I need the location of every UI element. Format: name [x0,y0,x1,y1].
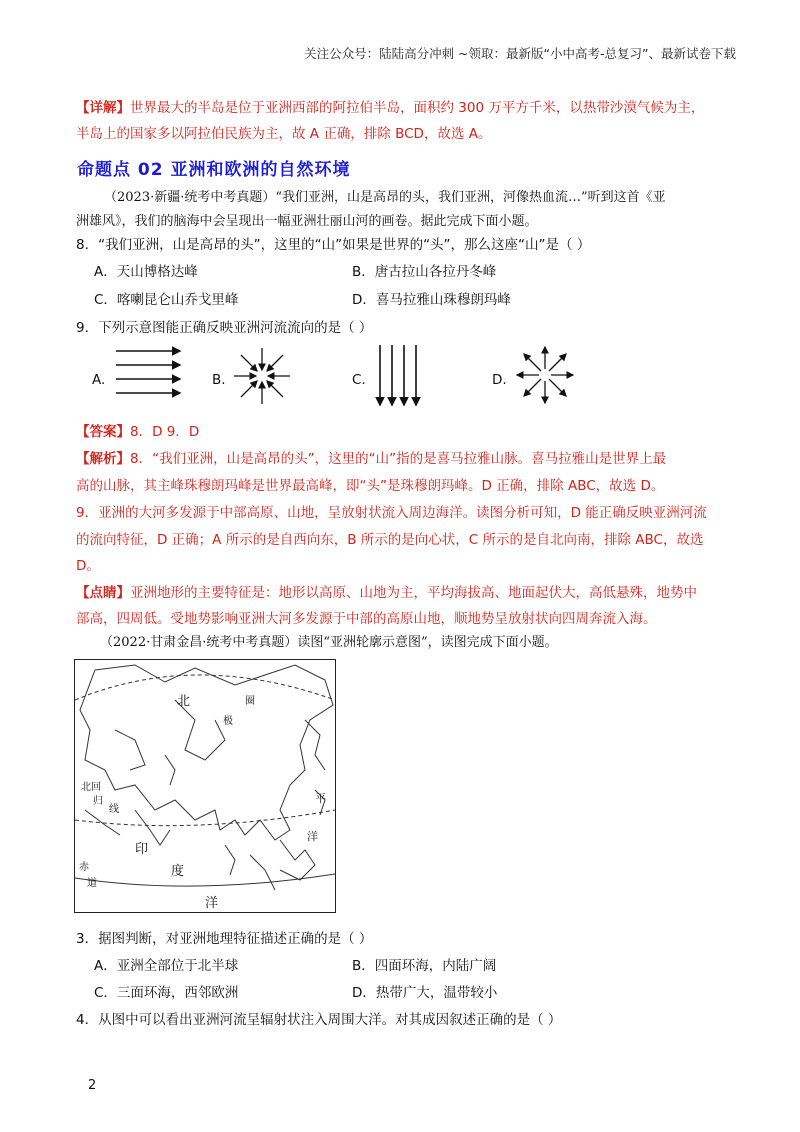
intro-line-2: 洲雄风》，我们的脑海中会呈现出一幅亚洲壮丽山河的画卷。据此完成下面小题。 [76,214,538,229]
analysis-tag: 【解析】 [76,451,130,467]
q9-figure-a [114,345,186,405]
comment-text-1: 亚洲地形的主要特征是：地形以高原、山地为主，平均海拔高、地面起伏大，高低悬殊，地势中 [130,585,697,601]
answer-tag: 【答案】 [76,424,130,440]
asia-outline-map [74,659,336,913]
intro-line-1: （2023·新疆·统考中考真题）“我们亚洲，山是高昂的头，我们亚洲，河像热血流…”听到这首《亚 [104,190,666,205]
comment-line-1 [76,583,697,603]
q9-figure-c [372,343,432,409]
map-label-yang2: 洋 [205,896,219,911]
q9-figure-b [232,346,292,406]
q8-option-b: B．唐古拉山各拉丹冬峰 [352,264,497,280]
analysis-line-1 [76,449,666,469]
q8-option-a: A．天山博格达峰 [94,264,198,280]
comment-text-2: 部高，四周低。受地势影响亚洲大河多发源于中部的高原山地，顺地势呈放射状向四周奔流入海。 [76,611,657,627]
detail-text-2: 半岛上的国家多以阿拉伯民族为主，故 A 正确，排除 BCD，故选 A。 [76,126,492,142]
analysis-text-5: D。 [76,558,100,574]
map-label-dao: 道 [87,878,97,889]
q8-option-c: C．喀喇昆仑山乔戈里峰 [94,292,239,308]
map-label-bei: 北 [177,694,191,709]
detail-tag: 【详解】 [76,100,130,116]
detail-text-1: 世界最大的半岛是位于亚洲西部的阿拉伯半岛，面积约 300 万平方千米，以热带沙漠气候为主， [130,100,705,116]
map-label-gui: 归 [93,796,103,807]
analysis-text-4: 的流向特征，D 正确；A 所示的是自西向东，B 所示的是向心状，C 所示的是自北向南，排除 ABC，故选 [76,532,704,548]
map-label-du: 度 [171,864,185,879]
analysis-text-1: 8．“我们亚洲，山是高昂的头”，这里的“山”指的是喜马拉雅山脉。喜马拉雅山是世界上最 [130,451,667,467]
analysis-text-2: 高的山脉，其主峰珠穆朗玛峰是世界最高峰，即“头”是珠穆朗玛峰。D 正确，排除 ABC，故选 D。 [76,478,665,494]
map-label-yin: 印 [135,842,149,857]
section-title: 命题点 02 亚洲和欧洲的自然环境 [77,160,351,180]
q9-label-c: C. [352,372,366,388]
map-label-yang: 洋 [307,830,318,843]
answer-line [76,422,199,442]
q9-label-d: D. [492,372,507,388]
q9-label-b: B. [212,372,226,388]
q4-stem: 4．从图中可以看出亚洲河流呈辐射状注入周围大洋。对其成因叙述正确的是（ ） [76,1012,562,1028]
map-label-ping: 平 [315,792,326,805]
q8-stem: 8．“我们亚洲，山是高昂的头”，这里的“山”如果是世界的“头”，那么这座“山”是（ ） [76,237,591,253]
q9-stem: 9．下列示意图能正确反映亚洲河流流向的是（ ） [76,320,373,336]
detail-line-1 [76,98,704,118]
answer-text: 8．D 9．D [130,424,200,440]
map-label-chi: 赤 [79,862,89,873]
map-label-ji: 极 [223,716,233,727]
intro2: （2022·甘肃金昌·统考中考真题）读图“亚洲轮廓示意图”，读图完成下面小题。 [100,635,558,650]
q9-figure-d [514,344,576,406]
q9-label-a: A. [92,372,106,388]
page-number: 2 [88,1078,97,1093]
comment-tag: 【点睛】 [76,585,130,601]
q8-option-d: D．喜马拉雅山珠穆朗玛峰 [352,292,511,308]
q3-option-a: A．亚洲全部位于北半球 [94,958,239,974]
map-label-quan: 圈 [245,696,255,707]
map-label-bei-hui: 北回 [81,782,101,793]
q3-option-b: B．四面环海，内陆广阔 [352,958,497,974]
map-label-xian: 线 [109,804,119,815]
q3-stem: 3．据图判断，对亚洲地理特征描述正确的是（ ） [76,931,373,947]
q3-option-d: D．热带广大，温带较小 [352,985,498,1001]
analysis-text-3: 9．亚洲的大河多发源于中部高原、山地，呈放射状流入周边海洋。读图分析可知，D 能正确反映亚洲河流 [76,505,707,521]
q3-option-c: C．三面环海，西邻欧洲 [94,985,239,1001]
page-header: 关注公众号：陆陆高分冲刺 ~领取：最新版“小中高考-总复习”、最新试卷下载 [304,46,736,61]
